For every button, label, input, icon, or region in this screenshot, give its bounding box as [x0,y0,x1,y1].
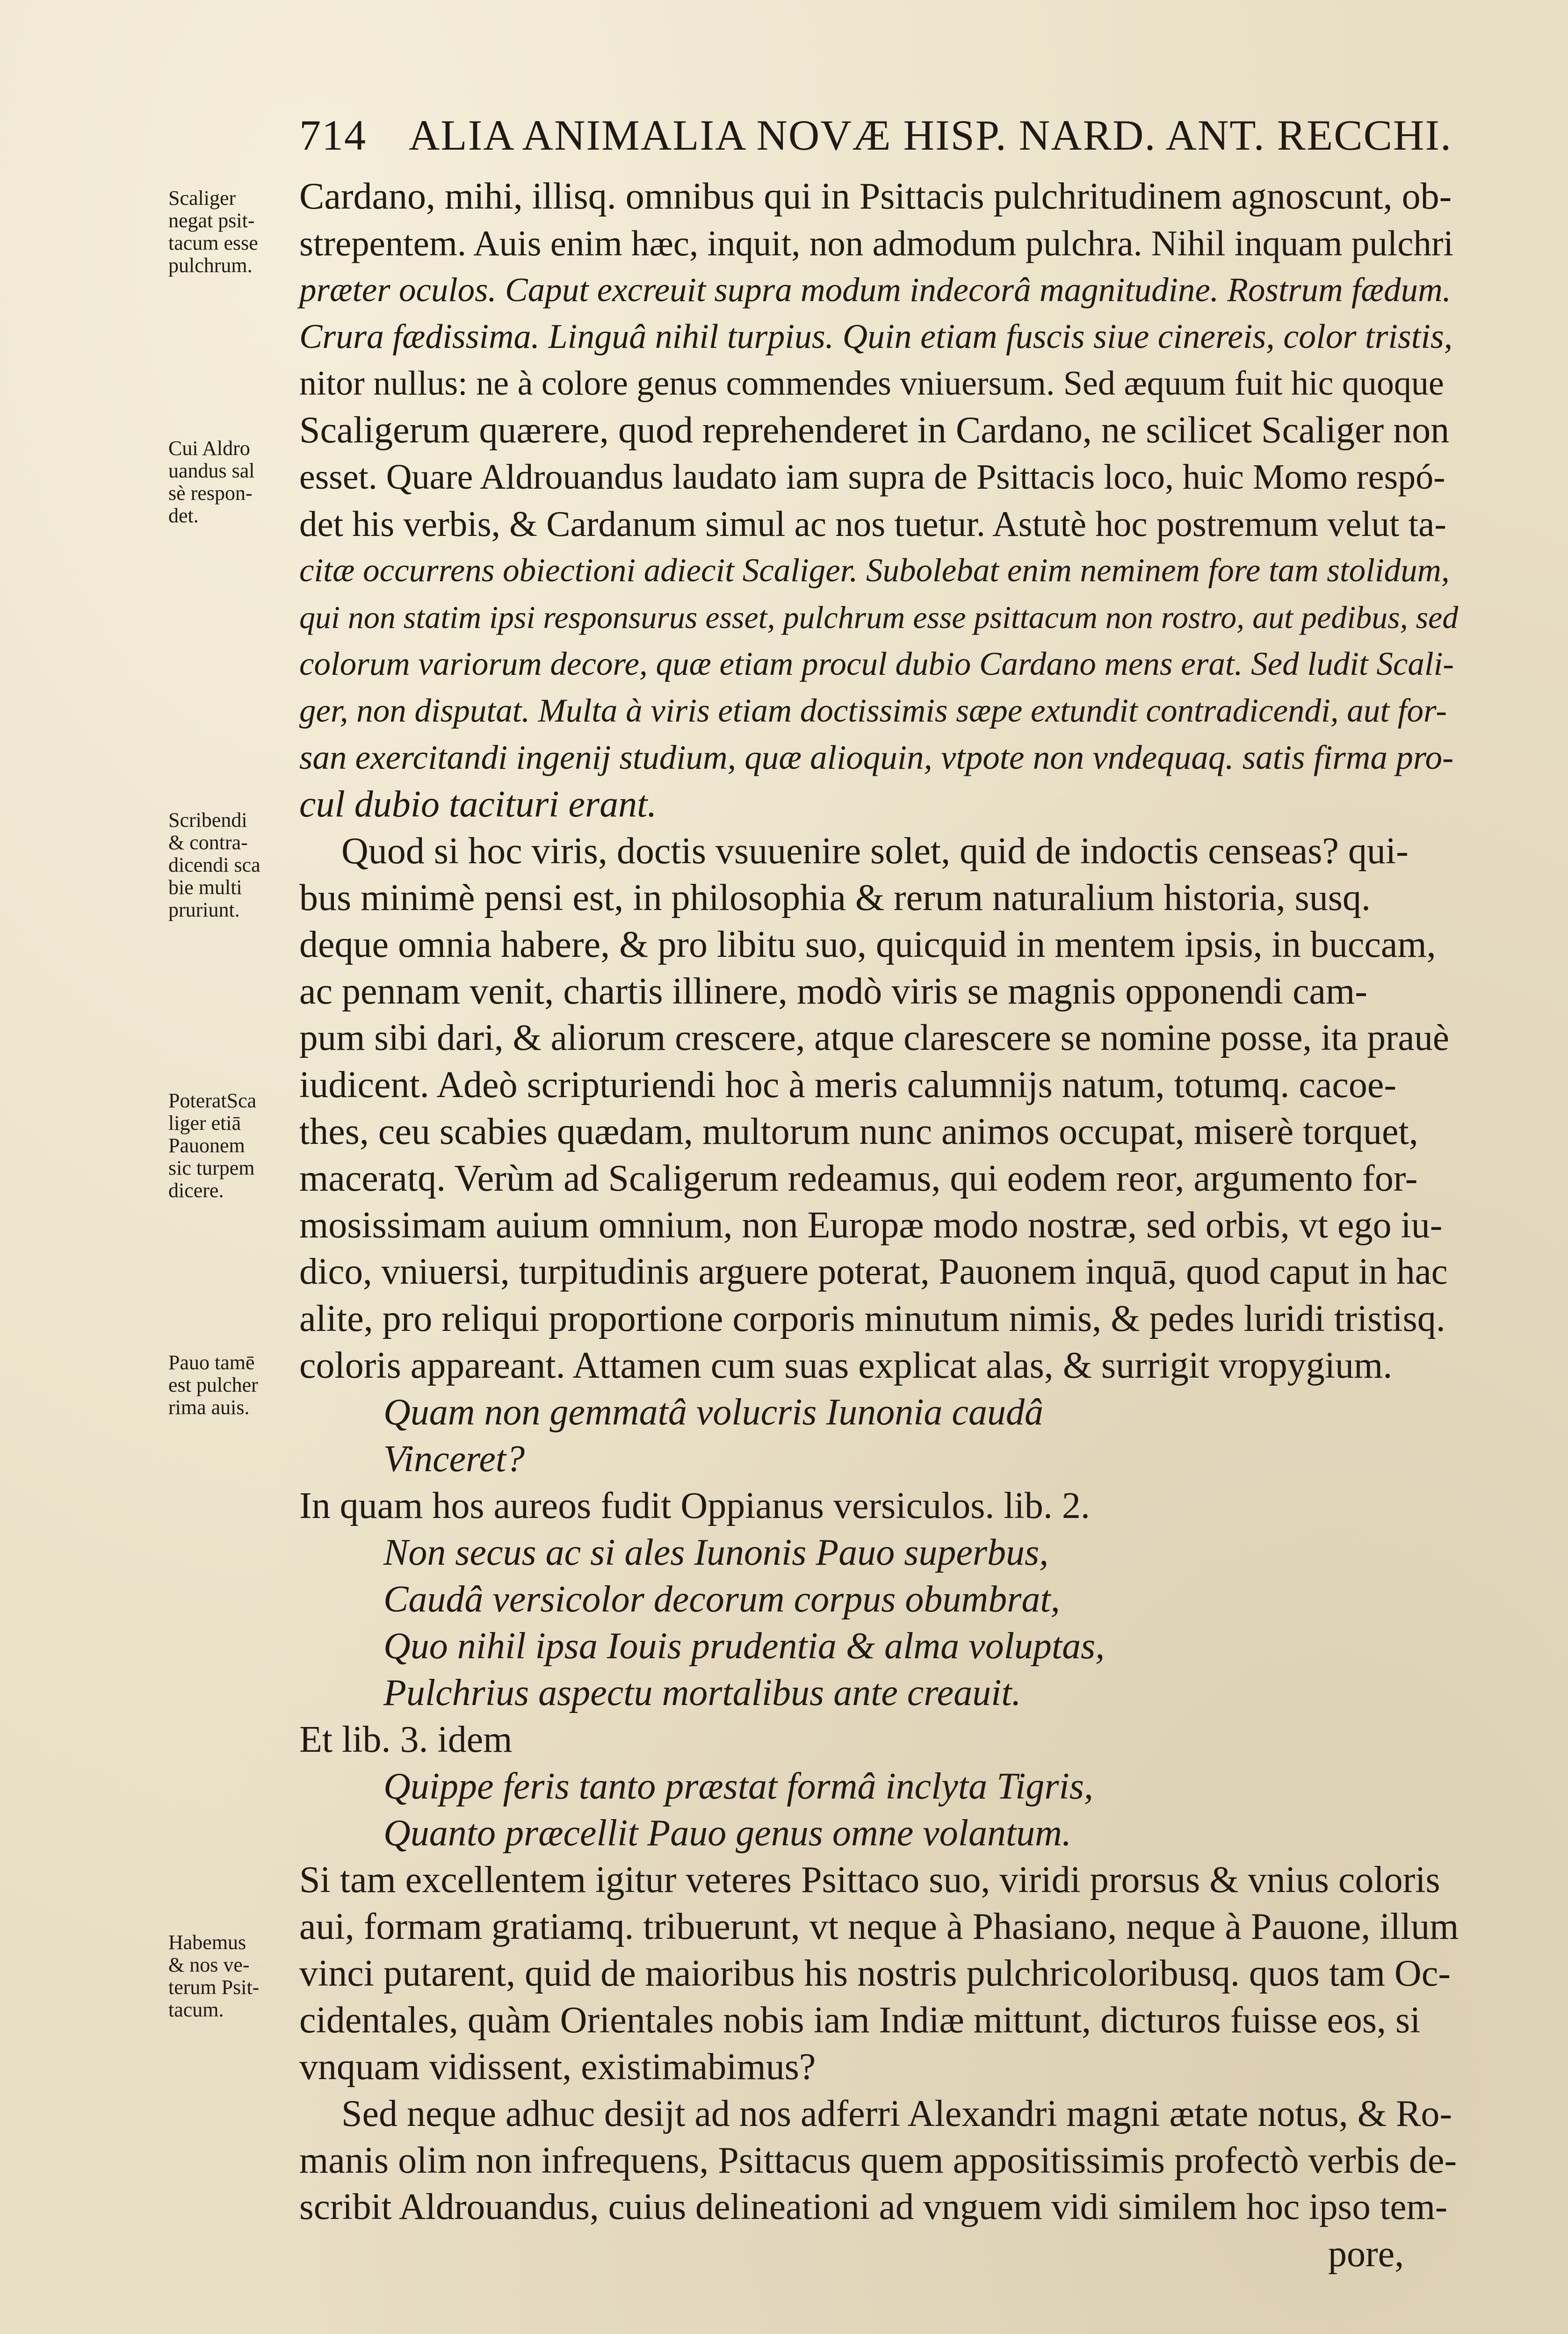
margin-note-line: det. [168,504,199,527]
margin-note-line: liger etiā [168,1112,241,1134]
text-line: vnquam vidissent, existimabimus? [299,2046,816,2088]
text-line: dico, vniuersi, turpitudinis arguere poterat, Pauonem inquā, quod caput in hac [299,1251,1448,1292]
margin-note-line: Scribendi [168,809,247,831]
verse-line: Caudâ versicolor decorum corpus obumbrat, [383,1579,1060,1620]
margin-note-line: Cui Aldro [168,437,250,460]
running-title: ALIA ANIMALIA NOVÆ HISP. NARD. ANT. RECCHI. [408,111,1452,159]
margin-note [168,809,299,921]
text-line: ac pennam venit, chartis illinere, modò viris se magnis opponendi cam- [299,971,1367,1012]
margin-note-line: Pauo tamē [168,1351,255,1374]
text-line: colorum variorum decore, quæ etiam procul dubio Cardano mens erat. Sed ludit Scali- [299,646,1454,682]
margin-note-line: sic turpem [168,1156,255,1179]
margin-note-line: negat psit- [168,209,255,232]
margin-note-line: rima auis. [168,1396,250,1419]
text-line: nitor nullus: ne à colore genus commendes vniuersum. Sed æquum fuit hic quoque [299,364,1444,403]
text-line: Cardano, mihi, illisq. omnibus qui in Psittacis pulchritudinem agnoscunt, ob- [299,176,1452,217]
margin-note-line: tacum esse [168,231,258,254]
margin-note-line: & nos ve- [168,1953,250,1976]
text-line: vinci putarent, quid de maioribus his nostris pulchricoloribusq. quos tam Oc- [299,1953,1451,1994]
margin-note-line: pulchrum. [168,254,253,277]
verse-line: Non secus ac si ales Iunonis Pauo superbus, [383,1532,1049,1573]
verse-line: Quanto præcellit Pauo genus omne volantum. [383,1813,1071,1854]
text-line: mosissimam auium omnium, non Europæ modo nostræ, sed orbis, vt ego iu- [299,1205,1443,1246]
text-line: Scaligerum quærere, quod reprehenderet in Cardano, ne scilicet Scaliger non [299,410,1450,451]
text-line: deque omnia habere, & pro libitu suo, quicquid in mentem ipsis, in buccam, [299,924,1436,965]
margin-note [168,187,299,277]
page-number: 714 [299,111,367,159]
margin-note-line: bie multi [168,876,242,899]
verse-line: Quo nihil ipsa Iouis prudentia & alma voluptas, [383,1626,1105,1667]
text-line: Crura fædissima. Linguâ nihil turpius. Quin etiam fuscis siue cinereis, color tristis, [299,318,1453,356]
text-line: pum sibi dari, & aliorum crescere, atque clarescere se nomine posse, ita prauè [299,1018,1449,1058]
margin-note-line: pruriunt. [168,898,240,921]
margin-note-line: uandus sal [168,459,255,482]
text-line: iudicent. Adeò scripturiendi hoc à meris calumnijs natum, totumq. cacoe- [299,1064,1397,1106]
verse-line: Pulchrius aspectu mortalibus ante creauit. [383,1672,1021,1713]
margin-note-line: & contra- [168,831,248,854]
text-line: esset. Quare Aldrouandus laudato iam supra de Psittacis loco, huic Momo respó- [299,457,1445,497]
catchword: pore, [1328,2233,1404,2275]
verse-line: Quippe feris tanto præstat formâ inclyta Tigris, [383,1766,1093,1807]
verse-line: Vinceret? [383,1438,525,1480]
margin-note-line: Habemus [168,1931,246,1954]
margin-note-line: PoteratSca [168,1089,257,1112]
text-line: præter oculos. Caput excreuit supra modum indecorâ magnitudine. Rostrum fædum. [299,271,1451,309]
text-line: alite, pro reliqui proportione corporis minutum nimis, & pedes luridi tristisq. [299,1298,1445,1339]
text-line: aui, formam gratiamq. tribuerunt, vt neque à Phasiano, neque à Pauone, illum [299,1906,1459,1947]
margin-note [168,437,299,527]
text-line: qui non statim ipsi responsurus esset, pulchrum esse psittacum non rostro, aut pedibus, sed [299,600,1459,635]
margin-note [168,1351,299,1419]
margin-note-line: est pulcher [168,1373,258,1396]
margin-note-line: terum Psit- [168,1976,260,1999]
text-line: bus minimè pensi est, in philosophia & rerum naturalium historia, susq. [299,877,1371,918]
text-line: Sed neque adhuc desijt ad nos adferri Alexandri magni ætate notus, & Ro- [341,2093,1452,2134]
margin-note [168,1931,299,2021]
margin-note-line: dicere. [168,1179,224,1202]
margin-note-line: Pauonem [168,1134,245,1157]
text-line: scribit Aldrouandus, cuius delineationi ad vnguem vidi similem hoc ipso tem- [299,2187,1448,2227]
text-line: thes, ceu scabies quædam, multorum nunc animos occupat, miserè torquet, [299,1111,1418,1152]
text-line: det his verbis, & Cardanum simul ac nos tuetur. Astutè hoc postremum velut ta- [299,504,1446,544]
margin-note-line: tacum. [168,1998,224,2021]
text-line: Quod si hoc viris, doctis vsuuenire solet, quid de indoctis censeas? qui- [341,831,1409,872]
text-line: manis olim non infrequens, Psittacus quem appositissimis profectò verbis de- [299,2140,1457,2181]
running-header [299,110,1450,160]
margin-note [168,1090,299,1202]
text-line: maceratq. Verùm ad Scaligerum redeamus, qui eodem reor, argumento for- [299,1158,1418,1199]
margin-note-line: sè respon- [168,482,253,505]
text-line: coloris appareant. Attamen cum suas explicat alas, & surrigit vropygium. [299,1345,1393,1386]
text-line: citæ occurrens obiectioni adiecit Scaliger. Subolebat enim neminem fore tam stolidum, [299,552,1450,589]
margin-note-line: Scaliger [168,187,236,210]
text-line: san exercitandi ingenij studium, quæ alioquin, vtpote non vndequaq. satis firma pro- [299,738,1454,776]
text-line: Et lib. 3. idem [299,1719,513,1760]
margin-note-line: dicendi sca [168,853,260,876]
text-line: strepentem. Auis enim hæc, inquit, non admodum pulchra. Nihil inquam pulchri [299,223,1453,263]
text-line: Si tam excellentem igitur veteres Psittaco suo, viridi prorsus & vnius coloris [299,1859,1440,1900]
text-line: ger, non disputat. Multa à viris etiam doctissimis sæpe extundit contradicendi, aut for- [299,693,1447,729]
verse-line: Quam non gemmatâ volucris Iunonia caudâ [383,1392,1043,1433]
text-line: cidentales, quàm Orientales nobis iam Indiæ mittunt, dicturos fuisse eos, si [299,2000,1421,2041]
text-line: In quam hos aureos fudit Oppianus versiculos. lib. 2. [299,1485,1090,1526]
text-line: cul dubio tacituri erant. [299,784,657,825]
